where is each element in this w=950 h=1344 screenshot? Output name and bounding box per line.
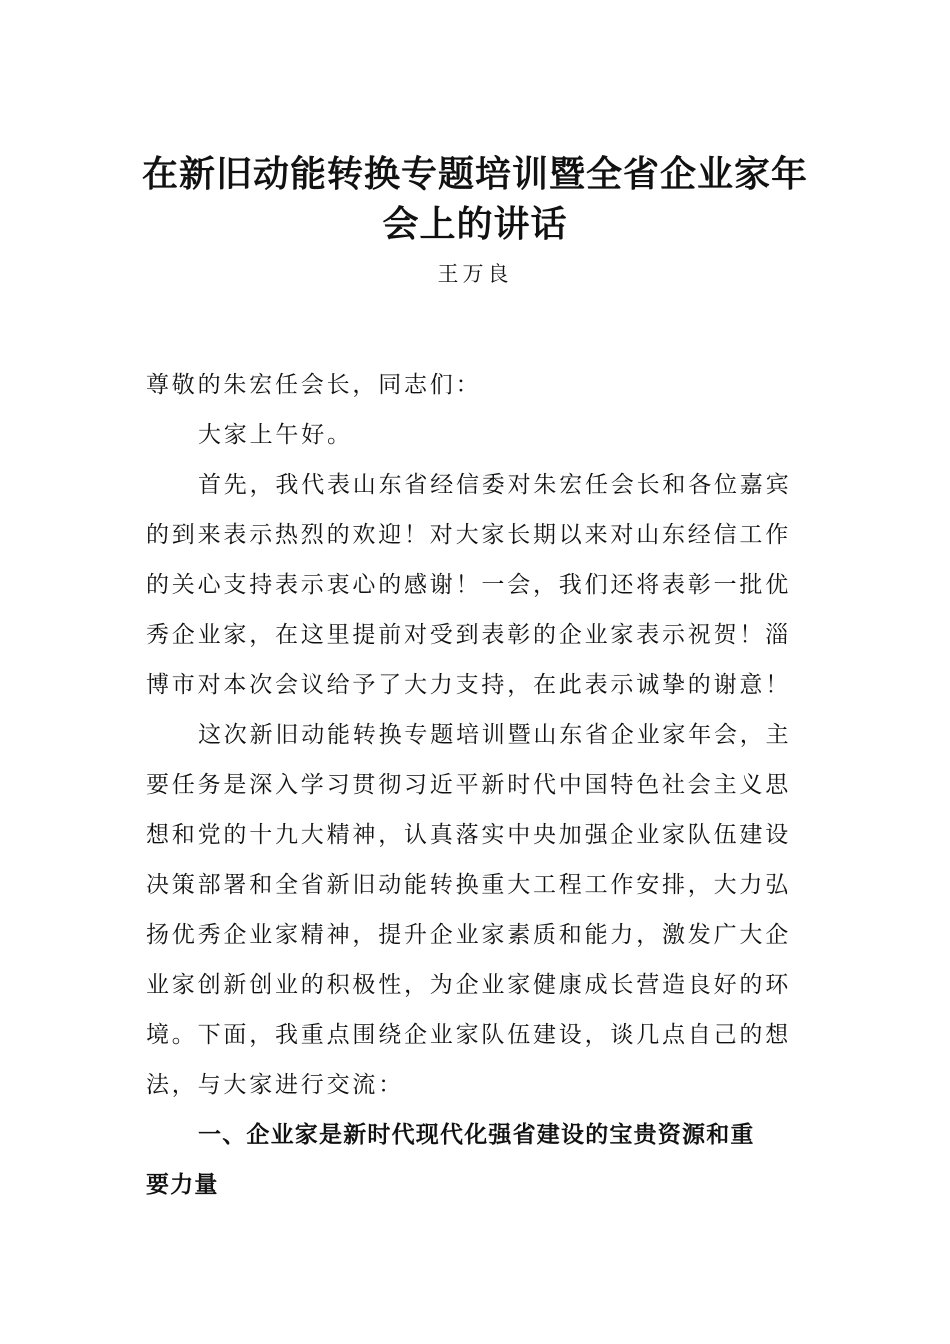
section-heading-line: 一、企业家是新时代现代化强省建设的宝贵资源和重 (198, 1122, 755, 1148)
section-heading (146, 1110, 796, 1210)
paragraph-line: 业家创新创业的积极性，为企业家健康成长营造良好的环 (146, 972, 791, 998)
paragraph-line: 境。下面，我重点围绕企业家队伍建设，谈几点自己的想 (146, 1022, 791, 1048)
paragraph-opening-thanks (146, 460, 796, 710)
paragraph-line: 博市对本次会议给予了大力支持，在此表示诚挚的谢意！ (146, 672, 791, 698)
paragraph-line: 这次新旧动能转换专题培训暨山东省企业家年会，主 (198, 722, 792, 748)
paragraph-meeting-purpose (146, 710, 796, 1110)
paragraph-line: 扬优秀企业家精神，提升企业家素质和能力，激发广大企 (146, 922, 791, 948)
greeting: 大家上午好。 (198, 422, 353, 448)
paragraph-line: 要任务是深入学习贯彻习近平新时代中国特色社会主义思 (146, 772, 791, 798)
salutation: 尊敬的朱宏任会长，同志们： (146, 372, 482, 398)
paragraph-line: 的关心支持表示衷心的感谢！一会，我们还将表彰一批优 (146, 572, 791, 598)
paragraph-line: 的到来表示热烈的欢迎！对大家长期以来对山东经信工作 (146, 522, 791, 548)
section-heading-line: 要力量 (146, 1172, 219, 1198)
paragraph-line: 决策部署和全省新旧动能转换重大工程工作安排，大力弘 (146, 872, 791, 898)
paragraph-line: 秀企业家，在这里提前对受到表彰的企业家表示祝贺！淄 (146, 622, 791, 648)
paragraph-line: 法，与大家进行交流： (146, 1072, 404, 1098)
paragraph-line: 想和党的十九大精神，认真落实中央加强企业家队伍建设 (146, 822, 791, 848)
document-title-line-2: 会上的讲话 (382, 203, 568, 245)
author-name: 王万良 (437, 262, 513, 286)
paragraph-line: 首先，我代表山东省经信委对朱宏任会长和各位嘉宾 (198, 472, 792, 498)
document-body (146, 360, 796, 1210)
document-title-line-1: 在新旧动能转换专题培训暨全省企业家年 (141, 153, 808, 195)
